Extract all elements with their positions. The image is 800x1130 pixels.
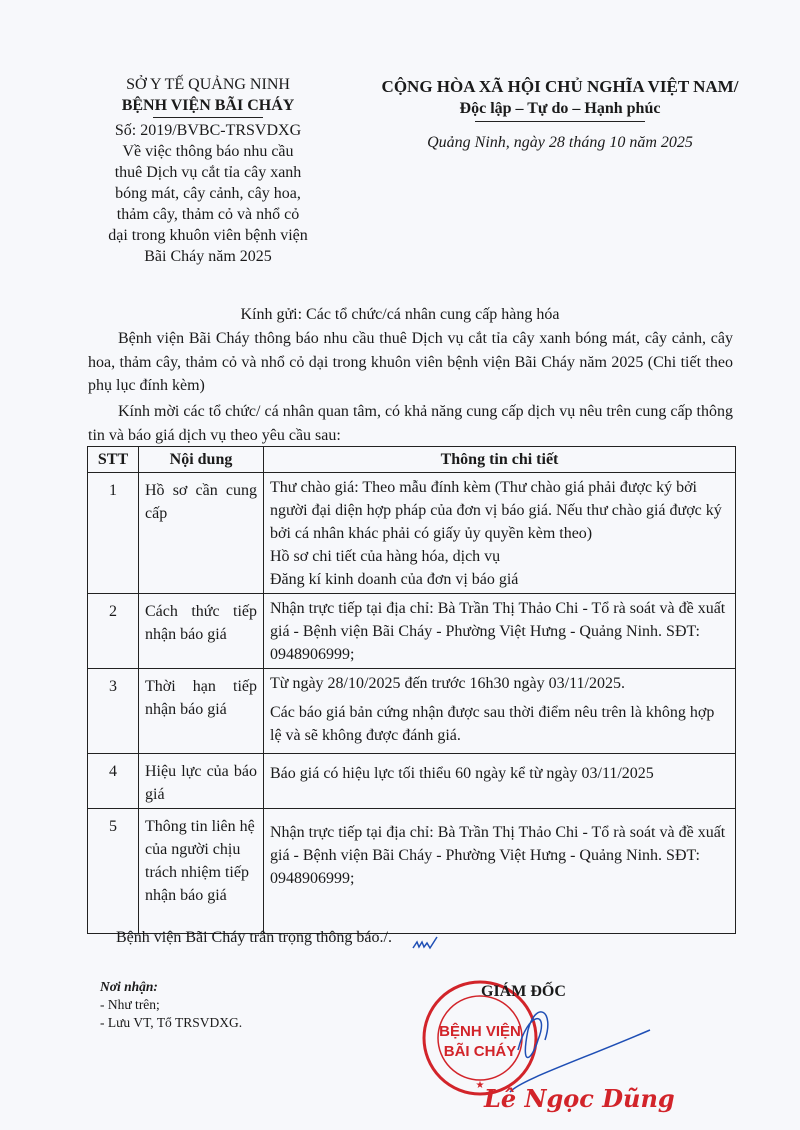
row-details (264, 669, 736, 754)
detail-line: Nhận trực tiếp tại địa chỉ: Bà Trần Thị Thảo Chi - Tổ rà soát và đề xuất giá - Bệnh viện Bãi Cháy - Phường Việt Hưng - Quảng Ninh. SĐT: 0948906999; (270, 600, 726, 663)
detail-line: Từ ngày 28/10/2025 đến trước 16h30 ngày 03/11/2025. (270, 675, 625, 692)
row-details (264, 754, 736, 809)
subject (88, 141, 328, 267)
document-number: Số: 2019/BVBC-TRSVDXG (114, 122, 302, 139)
closing-line: Bệnh viện Bãi Cháy trân trọng thông báo./. (116, 929, 392, 946)
row-stt: 3 (88, 669, 139, 754)
recipients-block (100, 978, 242, 1032)
header-left (88, 74, 328, 267)
paragraph-1: Bệnh viện Bãi Cháy thông báo nhu cầu thuê Dịch vụ cắt tỉa cây xanh bóng mát, cây cảnh, cây hoa, thảm cây, thảm cỏ và nhổ cỏ dại trong khuôn viên bệnh viện Bãi Cháy năm 2025 (Chi tiết theo phụ lục đính kèm) (88, 330, 733, 394)
signer-title: GIÁM ĐỐC (481, 983, 566, 1000)
detail-line: Báo giá có hiệu lực tối thiểu 60 ngày kể từ ngày 03/11/2025 (270, 765, 654, 782)
table-row (88, 594, 736, 669)
subject-line: dại trong khuôn viên bệnh viện (108, 227, 308, 244)
subject-line: Bãi Cháy năm 2025 (144, 248, 272, 265)
svg-text:BỆNH VIỆN: BỆNH VIỆN (439, 1023, 521, 1040)
row-content: Thời hạn tiếp nhận báo giá (139, 669, 264, 754)
detail-line: Các báo giá bản cứng nhận được sau thời điểm nêu trên là không hợp lệ và sẽ không được đánh giá. (270, 704, 715, 744)
detail-line: Thư chào giá: Theo mẫu đính kèm (Thư chào giá phải được ký bởi người đại diện hợp pháp của đơn vị báo giá. Nếu thư chào giá được ký bởi cá nhân khác phải có giấy ủy quyền kèm theo) (270, 479, 722, 542)
subject-line: thuê Dịch vụ cắt tỉa cây xanh (114, 164, 302, 181)
recipient-item: - Như trên; (100, 997, 160, 1012)
header-details: Thông tin chi tiết (264, 447, 736, 473)
detail-line: Hồ sơ chi tiết của hàng hóa, dịch vụ (270, 548, 501, 565)
svg-text:★: ★ (475, 1080, 485, 1091)
detail-line: Đăng kí kinh doanh của đơn vị báo giá (270, 571, 519, 588)
organization-name: BỆNH VIỆN BÃI CHÁY (121, 97, 295, 114)
table-row (88, 809, 736, 934)
header-stt: STT (88, 447, 139, 473)
place-date: Quảng Ninh, ngày 28 tháng 10 năm 2025 (427, 134, 693, 151)
svg-text:BÃI CHÁY: BÃI CHÁY (443, 1043, 517, 1060)
agency-name: SỞ Y TẾ QUẢNG NINH (126, 76, 290, 93)
header-right (350, 76, 770, 154)
national-title: CỘNG HÒA XÃ HỘI CHỦ NGHĨA VIỆT NAM/ (381, 77, 739, 96)
recipient-line: Kính gửi: Các tổ chức/cá nhân cung cấp hàng hóa (240, 306, 560, 323)
subject-line: thảm cây, thảm cỏ và nhổ cỏ (116, 206, 300, 223)
initials-mark (410, 933, 440, 953)
table-row (88, 754, 736, 809)
header-content: Nội dung (139, 447, 264, 473)
row-stt: 2 (88, 594, 139, 669)
recipients-label: Nơi nhận: (100, 979, 158, 994)
table-row (88, 473, 736, 594)
row-details (264, 473, 736, 594)
requirements-table (87, 446, 736, 934)
row-details (264, 809, 736, 934)
recipient-item: - Lưu VT, Tổ TRSVDXG. (100, 1015, 243, 1030)
subject-line: Về việc thông báo nhu cầu (122, 143, 294, 160)
detail-line: Nhận trực tiếp tại địa chỉ: Bà Trần Thị Thảo Chi - Tổ rà soát và đề xuất giá - Bệnh viện Bãi Cháy - Phường Việt Hưng - Quảng Ninh. SĐT: 0948906999; (270, 824, 726, 887)
paragraph-2: Kính mời các tổ chức/ cá nhân quan tâm, có khả năng cung cấp dịch vụ nêu trên cung cấp thông tin và báo giá dịch vụ theo yêu cầu sau: (88, 403, 733, 444)
signer-name: Lê Ngọc Dũng (484, 1084, 675, 1113)
row-details (264, 594, 736, 669)
row-stt: 1 (88, 473, 139, 594)
row-content: Hiệu lực của báo giá (139, 754, 264, 809)
row-content: Cách thức tiếp nhận báo giá (139, 594, 264, 669)
table-row (88, 669, 736, 754)
row-stt: 4 (88, 754, 139, 809)
table-header-row (88, 447, 736, 473)
divider (475, 121, 645, 122)
row-stt: 5 (88, 809, 139, 934)
row-content: Hồ sơ cần cung cấp (139, 473, 264, 594)
divider (153, 117, 263, 118)
subject-line: bóng mát, cây cảnh, cây hoa, (115, 185, 301, 202)
motto: Độc lập – Tự do – Hạnh phúc (459, 100, 661, 117)
row-content: Thông tin liên hệ của người chịu trách nhiệm tiếp nhận báo giá (139, 809, 264, 934)
